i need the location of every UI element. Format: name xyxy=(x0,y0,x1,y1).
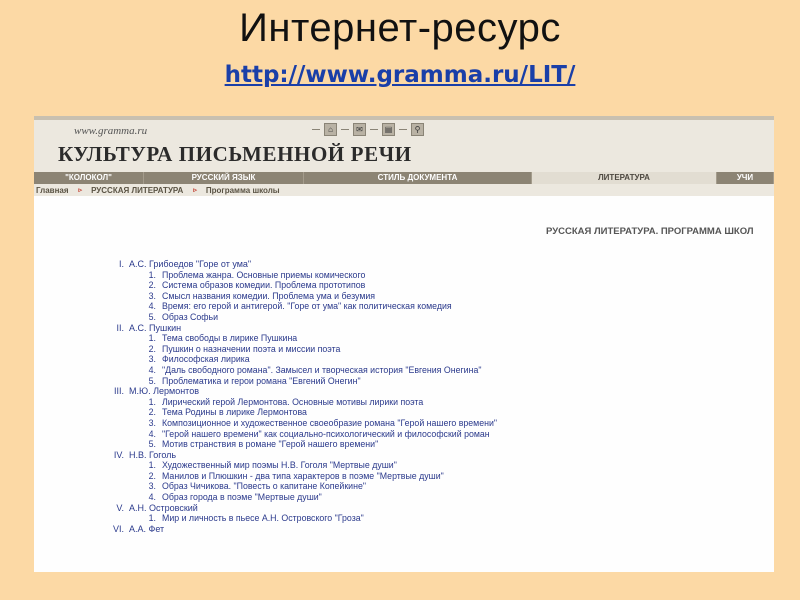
program-section xyxy=(34,386,774,450)
list-item[interactable] xyxy=(34,471,774,482)
section-number: V. xyxy=(116,502,124,513)
item-link[interactable]: Тема свободы в лирике Пушкина xyxy=(162,333,298,344)
icon-separator xyxy=(341,129,349,130)
item-number: 4. xyxy=(148,492,156,503)
item-number: 2. xyxy=(148,407,156,418)
section-title[interactable] xyxy=(34,503,774,514)
header-icons xyxy=(312,123,424,136)
page-heading: РУССКАЯ ЛИТЕРАТУРА. ПРОГРАММА ШКОЛ xyxy=(546,226,754,237)
item-link[interactable]: Проблематика и герои романа "Евгений Онегин" xyxy=(162,375,361,386)
list-item[interactable] xyxy=(34,365,774,376)
site-logo[interactable]: КУЛЬТУРА ПИСЬМЕННОЙ РЕЧИ xyxy=(58,142,412,166)
site-navigation xyxy=(34,172,774,184)
breadcrumb-arrow-icon: ▹ xyxy=(78,187,83,194)
site-header xyxy=(34,116,774,172)
section-number: VI. xyxy=(112,523,124,534)
item-link[interactable]: Тема Родины в лирике Лермонтова xyxy=(162,407,307,418)
section-name[interactable]: М.Ю. Лермонтов xyxy=(129,386,199,397)
section-number: I. xyxy=(118,259,124,269)
nav-item[interactable]: РУССКИЙ ЯЗЫК xyxy=(144,172,304,184)
item-number: 5. xyxy=(148,311,156,322)
list-item[interactable] xyxy=(34,280,774,291)
breadcrumb-link[interactable]: Программа школы xyxy=(205,185,280,195)
home-icon[interactable]: ⌂ xyxy=(324,123,337,136)
item-link[interactable]: Пушкин о назначении поэта и миссии поэта xyxy=(162,343,341,354)
list-item[interactable] xyxy=(34,407,774,418)
item-link[interactable]: Образ Чичикова. "Повесть о капитане Копейкине" xyxy=(162,481,366,492)
item-number: 2. xyxy=(148,280,156,291)
section-title[interactable] xyxy=(34,386,774,397)
item-number: 1. xyxy=(148,269,156,280)
resource-link[interactable]: http://www.gramma.ru/LIT/ xyxy=(224,62,576,88)
mail-icon[interactable]: ✉ xyxy=(353,123,366,136)
breadcrumb-link[interactable]: Главная xyxy=(36,185,69,195)
section-name[interactable]: А.С. Грибоедов "Горе от ума" xyxy=(129,259,252,269)
list-item[interactable] xyxy=(34,439,774,450)
item-link[interactable]: Время: его герой и антигерой. "Горе от ума" как политическая комедия xyxy=(162,301,452,312)
program-section xyxy=(34,259,774,323)
list-item[interactable] xyxy=(34,344,774,355)
section-title[interactable] xyxy=(34,524,774,535)
breadcrumb-arrow-icon: ▹ xyxy=(193,187,197,194)
list-item[interactable] xyxy=(34,513,774,524)
list-item[interactable] xyxy=(34,312,774,323)
breadcrumb xyxy=(34,184,774,196)
item-link[interactable]: Образ города в поэме "Мертвые души" xyxy=(162,492,322,503)
list-item[interactable] xyxy=(34,481,774,492)
item-number: 2. xyxy=(148,343,156,354)
item-number: 5. xyxy=(148,439,156,450)
item-number: 5. xyxy=(148,375,156,386)
section-number: III. xyxy=(113,386,124,397)
section-name[interactable]: А.Н. Островский xyxy=(129,502,198,513)
item-number: 1. xyxy=(148,460,156,471)
item-link[interactable]: Лирический герой Лермонтова. Основные мотивы лирики поэта xyxy=(162,396,424,407)
section-title[interactable] xyxy=(34,450,774,461)
list-item[interactable] xyxy=(34,418,774,429)
nav-item[interactable]: "КОЛОКОЛ" xyxy=(34,172,144,184)
item-link[interactable]: Философская лирика xyxy=(162,354,250,365)
item-link[interactable]: Образ Софьи xyxy=(162,311,219,322)
item-link[interactable]: "Даль свободного романа". Замысел и творческая история "Евгения Онегина" xyxy=(162,364,482,375)
icon-separator xyxy=(312,129,320,130)
item-number: 3. xyxy=(148,290,156,301)
item-link[interactable]: Мотив странствия в романе "Герой нашего времени" xyxy=(162,439,379,450)
list-item[interactable] xyxy=(34,333,774,344)
map-icon[interactable]: ▤ xyxy=(382,123,395,136)
slide-title: Интернет-ресурс xyxy=(239,6,561,50)
section-title[interactable] xyxy=(34,323,774,334)
list-item[interactable] xyxy=(34,301,774,312)
item-number: 1. xyxy=(148,396,156,407)
website-screenshot xyxy=(34,116,774,572)
item-number: 3. xyxy=(148,354,156,365)
search-icon[interactable]: ⚲ xyxy=(411,123,424,136)
list-item[interactable] xyxy=(34,397,774,408)
item-number: 4. xyxy=(148,301,156,312)
section-number: IV. xyxy=(113,449,124,460)
item-link[interactable]: Проблема жанра. Основные приемы комического xyxy=(162,269,366,280)
item-number: 3. xyxy=(148,481,156,492)
program-section xyxy=(34,503,774,524)
list-item[interactable] xyxy=(34,460,774,471)
item-link[interactable]: Мир и личность в пьесе А.Н. Островского "Гроза" xyxy=(162,513,364,524)
item-link[interactable]: Художественный мир поэмы Н.В. Гоголя "Мертвые души" xyxy=(162,460,397,471)
nav-item[interactable]: СТИЛЬ ДОКУМЕНТА xyxy=(304,172,532,184)
section-number: II. xyxy=(116,322,124,333)
list-item[interactable] xyxy=(34,354,774,365)
list-item[interactable] xyxy=(34,429,774,440)
section-title[interactable] xyxy=(34,259,774,270)
list-item[interactable] xyxy=(34,376,774,387)
program-section xyxy=(34,450,774,503)
icon-separator xyxy=(399,129,407,130)
item-link[interactable]: Смысл названия комедии. Проблема ума и безумия xyxy=(162,290,376,301)
program-section xyxy=(34,323,774,387)
breadcrumb-link[interactable]: РУССКАЯ ЛИТЕРАТУРА xyxy=(91,185,184,195)
program-section xyxy=(34,524,774,535)
section-name[interactable]: Н.В. Гоголь xyxy=(129,449,177,460)
nav-item[interactable]: УЧИ xyxy=(717,172,774,184)
header-stripe xyxy=(34,116,774,120)
list-item[interactable] xyxy=(34,270,774,281)
item-number: 4. xyxy=(148,428,156,439)
item-number: 3. xyxy=(148,417,156,428)
item-number: 1. xyxy=(148,513,156,524)
item-link[interactable]: Композиционное и художественное своеобразие романа "Герой нашего времени" xyxy=(162,417,498,428)
icon-separator xyxy=(370,129,378,130)
site-url[interactable]: www.gramma.ru xyxy=(74,125,148,137)
item-link[interactable]: Система образов комедии. Проблема прототипов xyxy=(162,280,366,291)
item-link[interactable]: Манилов и Плюшкин - два типа характеров в поэме "Мертвые души" xyxy=(162,470,444,481)
list-item[interactable] xyxy=(34,492,774,503)
item-number: 2. xyxy=(148,470,156,481)
section-name[interactable]: А.С. Пушкин xyxy=(129,322,182,333)
list-item[interactable] xyxy=(34,291,774,302)
nav-item[interactable]: ЛИТЕРАТУРА xyxy=(532,172,717,184)
item-number: 4. xyxy=(148,364,156,375)
program-list xyxy=(34,259,774,534)
section-name[interactable]: А.А. Фет xyxy=(129,523,165,534)
item-link[interactable]: "Герой нашего времени" как социально-психологический и философский роман xyxy=(162,428,490,439)
item-number: 1. xyxy=(148,333,156,344)
